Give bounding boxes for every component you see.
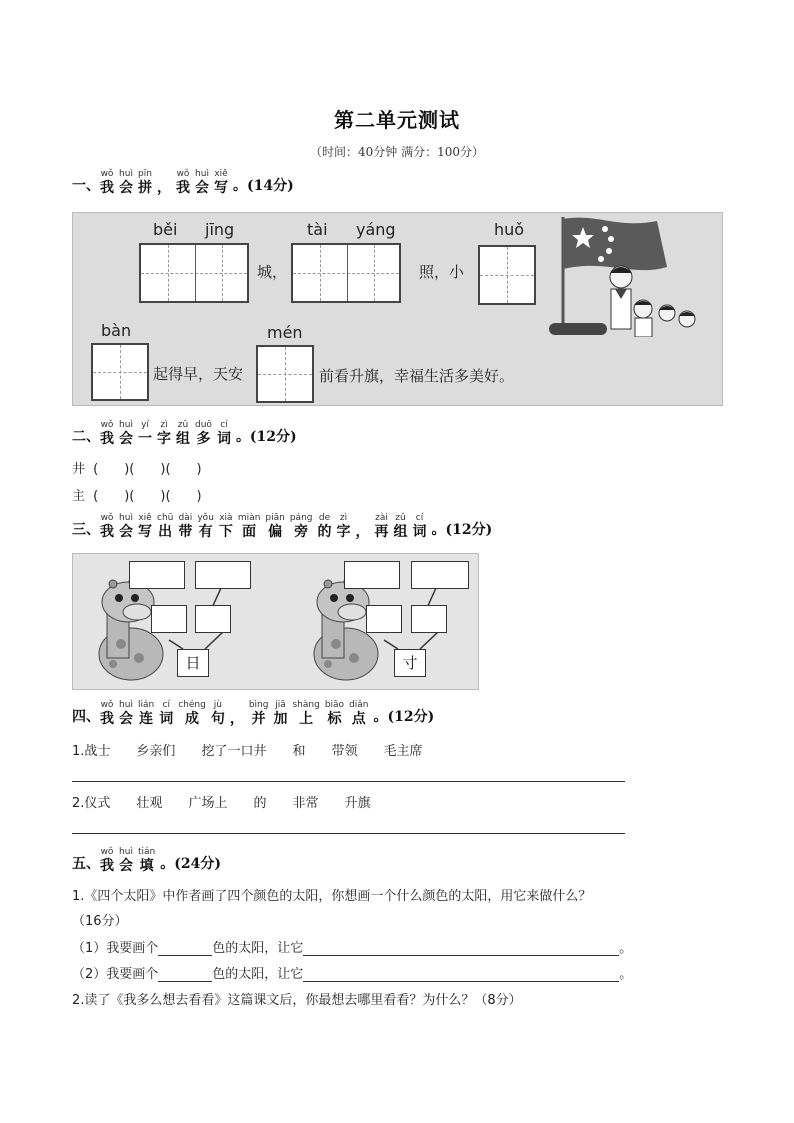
pinyin-bei: běi [153, 220, 178, 239]
q2-blanks-2[interactable]: ( )( )( ) [93, 489, 202, 504]
pinyin: wǒ [100, 700, 114, 710]
q5-question-1-score: （16分） [72, 914, 128, 929]
pinyin: biāo [324, 700, 345, 710]
ruby-char [176, 421, 190, 446]
hanzi: ， [157, 180, 171, 196]
hanzi: ， [355, 524, 370, 540]
ruby-char [337, 514, 351, 539]
pinyin: huì [119, 847, 133, 857]
writing-box-taiyang[interactable] [291, 243, 401, 303]
ruby-char [157, 170, 171, 195]
ruby-char [157, 514, 173, 539]
hanzi: 会 [195, 180, 209, 196]
hanzi: 一 [138, 431, 152, 447]
pinyin: xià [219, 513, 233, 523]
pinyin: lián [138, 700, 155, 710]
pinyin: tián [138, 847, 156, 857]
q5-use-blank-2[interactable] [303, 966, 619, 982]
pinyin: zǔ [395, 513, 406, 523]
ruby-char [214, 170, 228, 195]
q4-number: 2. [72, 796, 85, 811]
pinyin: bìng [248, 700, 269, 710]
hanzi: 我 [100, 711, 114, 727]
hanzi: 拼 [138, 180, 152, 196]
hanzi: 写 [214, 180, 228, 196]
section-number: 三、 [72, 522, 100, 538]
hanzi: 面 [242, 524, 257, 540]
pinyin: xiě [138, 513, 152, 523]
radical-char-2: 寸 [394, 649, 426, 677]
section-number: 五、 [72, 856, 100, 872]
ruby-char [100, 170, 114, 195]
q4-word: 壮观 [136, 796, 163, 811]
pinyin: wǒ [100, 847, 114, 857]
ruby-char [178, 514, 192, 539]
writing-box-men[interactable] [256, 345, 314, 403]
pinyin: miàn [237, 513, 261, 523]
ruby-char [178, 701, 206, 726]
ruby-char [413, 514, 427, 539]
ruby-char [325, 701, 344, 726]
pinyin: páng [289, 513, 313, 523]
ruby-char [119, 514, 133, 539]
q4-item-2 [72, 792, 397, 811]
ruby-char [217, 421, 231, 446]
pinyin: zì [160, 420, 168, 430]
q2-blanks-1[interactable]: ( )( )( ) [93, 462, 202, 477]
q1-text-4: 前看升旗，幸福生活多美好。 [319, 367, 515, 385]
pinyin: cí [415, 513, 424, 523]
page-title: 第二单元测试 [334, 108, 460, 132]
pinyin: piān [265, 513, 285, 523]
answer-box-6[interactable] [411, 561, 469, 589]
ruby-char [119, 421, 133, 446]
ruby-char [157, 421, 171, 446]
ruby-char [219, 514, 233, 539]
q5-sub-1-mid: 色的太阳，让它 [212, 941, 304, 956]
section-number: 一、 [72, 178, 100, 194]
section-score: 。(12分) [431, 522, 493, 538]
hanzi: 下 [218, 524, 233, 540]
pinyin: huì [195, 169, 209, 179]
pinyin: chū [157, 513, 174, 523]
hanzi: 的 [317, 524, 332, 540]
pinyin: jù [213, 700, 222, 710]
section-number: 二、 [72, 429, 100, 445]
q2-row-1 [72, 458, 202, 477]
hanzi: 字 [336, 524, 351, 540]
ruby-char [138, 421, 152, 446]
ruby-char [159, 701, 173, 726]
q1-text-1: 城， [257, 263, 288, 281]
q4-word: 挖了一口井 [201, 744, 267, 759]
ruby-char [197, 514, 214, 539]
section-heading-4 [72, 701, 434, 726]
answer-box-1[interactable] [129, 561, 185, 589]
ruby-char [318, 514, 332, 539]
writing-box-ban[interactable] [91, 343, 149, 401]
writing-box-huo[interactable] [478, 245, 536, 305]
hanzi: 我 [100, 858, 114, 874]
q2-char-1: 井 [72, 462, 86, 477]
section-heading-3 [72, 514, 492, 539]
hanzi: 加 [273, 711, 288, 727]
hanzi: 再 [374, 524, 389, 540]
hanzi: 出 [158, 524, 173, 540]
hanzi: 有 [198, 524, 213, 540]
ruby-char [356, 514, 370, 539]
hanzi: 组 [176, 431, 190, 447]
pinyin: huì [119, 420, 133, 430]
pinyin: shàng [292, 700, 320, 710]
pinyin: wǒ [100, 169, 114, 179]
hanzi: 带 [178, 524, 193, 540]
hanzi: 并 [251, 711, 266, 727]
pinyin: pīn [138, 169, 152, 179]
q4-word: 战士 [84, 744, 111, 759]
ruby-char [119, 701, 133, 726]
pinyin-yang: yáng [356, 220, 396, 239]
hanzi: 标 [327, 711, 342, 727]
hanzi: 词 [159, 711, 174, 727]
q4-item-1 [72, 740, 449, 759]
pinyin: dài [178, 513, 193, 523]
pinyin: cí [162, 700, 170, 710]
q5-sub-2-end: 。 [619, 967, 633, 982]
hanzi: 字 [157, 431, 171, 447]
q1-text-2: 照，小 [419, 263, 465, 281]
q3-giraffe-panel [72, 553, 479, 690]
hanzi: ， [229, 711, 244, 727]
ruby-char [138, 514, 152, 539]
ruby-char [100, 701, 114, 726]
q4-word: 的 [253, 796, 267, 811]
radical-char-1: 日 [177, 649, 209, 677]
hanzi: 成 [185, 711, 200, 727]
pinyin: wǒ [176, 169, 190, 179]
answer-box-7[interactable] [366, 605, 402, 633]
pinyin: de [318, 513, 331, 523]
pinyin-men: mén [267, 323, 303, 342]
ruby-char [119, 170, 133, 195]
pinyin-tai: tài [307, 220, 328, 239]
q5-color-blank-1[interactable] [158, 940, 212, 956]
pinyin: diǎn [349, 700, 369, 710]
pinyin-ban: bàn [101, 321, 132, 340]
ruby-char [290, 514, 313, 539]
ruby-char [265, 514, 284, 539]
pinyin: duō [195, 420, 212, 430]
q5-use-blank-1[interactable] [303, 940, 619, 956]
hanzi: 旁 [294, 524, 309, 540]
hanzi: 会 [119, 180, 133, 196]
writing-box-beijing[interactable] [139, 243, 249, 303]
hanzi: 连 [139, 711, 154, 727]
pinyin: cí [220, 420, 228, 430]
ruby-char [138, 848, 155, 873]
q4-number: 1. [72, 744, 85, 759]
hanzi: 组 [393, 524, 408, 540]
ruby-char [138, 170, 152, 195]
ruby-char [292, 701, 319, 726]
q4-word: 带领 [331, 744, 358, 759]
ruby-char [249, 701, 269, 726]
hanzi: 词 [412, 524, 427, 540]
ruby-char [195, 170, 209, 195]
q5-sub-2-prefix: （2）我要画个 [72, 967, 159, 982]
ruby-char [195, 421, 212, 446]
answer-box-3[interactable] [151, 605, 187, 633]
ruby-char [211, 701, 225, 726]
q4-answer-line-2[interactable] [72, 833, 625, 834]
pinyin-jing: jīng [205, 220, 235, 239]
hanzi: 上 [299, 711, 314, 727]
q4-word: 广场上 [188, 796, 228, 811]
pinyin: xiě [214, 169, 228, 179]
section-number: 四、 [72, 709, 100, 725]
pinyin: wǒ [100, 420, 114, 430]
pinyin-huo: huǒ [494, 220, 525, 239]
section-score: 。(24分) [160, 856, 221, 872]
hanzi: 会 [119, 858, 133, 874]
q5-color-blank-2[interactable] [158, 966, 212, 982]
q5-sub-2-mid: 色的太阳，让它 [212, 967, 304, 982]
ruby-char [394, 514, 408, 539]
pinyin: yǒu [197, 513, 214, 523]
q2-char-2: 主 [72, 489, 86, 504]
hanzi: 我 [100, 180, 114, 196]
hanzi: 偏 [268, 524, 283, 540]
q4-word: 和 [292, 744, 306, 759]
section-score: 。(12分) [235, 429, 297, 445]
ruby-char [375, 514, 389, 539]
q1-photo-panel [72, 212, 723, 406]
pinyin: zài [375, 513, 388, 523]
hanzi: 句 [210, 711, 225, 727]
ruby-char [100, 421, 114, 446]
hanzi: 我 [100, 524, 114, 540]
pinyin: zì [339, 513, 348, 523]
q5-sub-1-prefix: （1）我要画个 [72, 941, 159, 956]
q5-question-1: 1.《四个太阳》中作者画了四个颜色的太阳，你想画一个什么颜色的太阳，用它来做什么？ [72, 889, 592, 904]
hanzi: 多 [196, 431, 211, 447]
pinyin: chéng [178, 700, 206, 710]
q4-word: 升旗 [344, 796, 371, 811]
pinyin: huì [119, 169, 133, 179]
q4-word: 乡亲们 [136, 744, 176, 759]
section-score: 。(14分) [233, 178, 294, 194]
answer-box-4[interactable] [195, 605, 231, 633]
ruby-char [273, 701, 287, 726]
pinyin: huì [119, 513, 133, 523]
q5-sub-1 [72, 937, 632, 956]
flag-raising-illustration [547, 215, 719, 337]
q4-word: 仪式 [84, 796, 111, 811]
hanzi: 会 [119, 431, 133, 447]
q5-sub-2 [72, 963, 632, 982]
hanzi: 填 [139, 858, 154, 874]
ruby-char [176, 170, 190, 195]
q5-question-2: 2.读了《我多么想去看看》这篇课文后，你最想去哪里看看？为什么？（8分） [72, 993, 522, 1008]
q4-answer-line-1[interactable] [72, 781, 625, 782]
pinyin: huì [119, 700, 133, 710]
hanzi: 会 [119, 524, 133, 540]
ruby-char [238, 514, 261, 539]
q2-row-2 [72, 485, 202, 504]
hanzi: 点 [351, 711, 366, 727]
page-subtitle: （时间：40分钟 满分：100分） [310, 145, 484, 159]
section-heading-1 [72, 170, 294, 195]
pinyin: yí [141, 420, 149, 430]
section-heading-5 [72, 848, 221, 873]
hanzi: 写 [138, 524, 152, 540]
ruby-char [100, 514, 114, 539]
q4-word: 非常 [292, 796, 319, 811]
q1-text-3: 起得早，天安 [153, 365, 244, 383]
ruby-char [119, 848, 133, 873]
answer-box-8[interactable] [411, 605, 447, 633]
pinyin: jiā [275, 700, 286, 710]
q4-word: 毛主席 [383, 744, 423, 759]
answer-box-5[interactable] [344, 561, 400, 589]
pinyin: zǔ [177, 420, 189, 430]
ruby-char [100, 848, 114, 873]
hanzi: 我 [176, 180, 190, 196]
ruby-char [349, 701, 368, 726]
pinyin: wǒ [100, 513, 114, 523]
hanzi: 会 [119, 711, 133, 727]
section-heading-2 [72, 421, 297, 446]
q5-sub-1-end: 。 [619, 941, 633, 956]
section-score: 。(12分) [373, 709, 435, 725]
ruby-char [230, 701, 244, 726]
ruby-char [138, 701, 154, 726]
hanzi: 我 [100, 431, 114, 447]
hanzi: 词 [216, 431, 231, 447]
answer-box-2[interactable] [195, 561, 251, 589]
